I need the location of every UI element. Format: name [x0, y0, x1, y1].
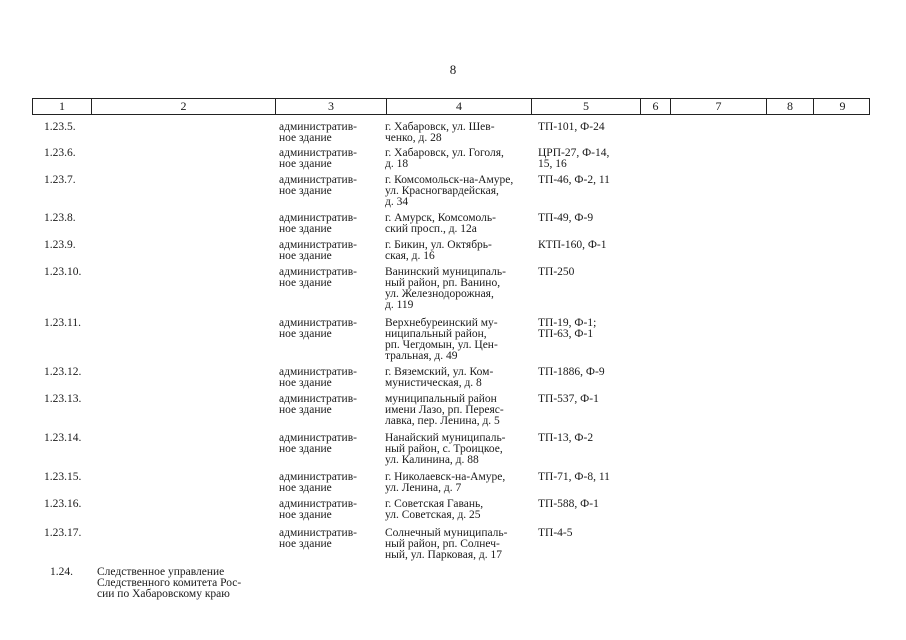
substation-line: ЦРП-27, Ф-14,	[538, 147, 610, 159]
building-type	[279, 472, 379, 494]
header-col-8: 8	[766, 99, 813, 114]
address-line: г. Советская Гавань,	[385, 498, 484, 510]
substation-line: ТП-537, Ф-1	[538, 393, 599, 405]
substation-line: ТП-49, Ф-9	[538, 212, 594, 224]
building-type-line: административ-	[279, 266, 357, 278]
substation	[538, 528, 638, 539]
address-line: Верхнебуреинский му-	[385, 317, 498, 329]
building-type	[279, 528, 379, 550]
substation-line: ТП-13, Ф-2	[538, 432, 594, 444]
building-type	[279, 367, 379, 389]
building-type-line: ное здание	[279, 250, 332, 262]
building-type	[279, 433, 379, 455]
address-line: Солнечный муниципаль-	[385, 527, 508, 539]
building-type-line: административ-	[279, 317, 357, 329]
address-line: ный район, рп. Солнеч-	[385, 538, 500, 550]
building-type-line: административ-	[279, 174, 357, 186]
building-type-line: административ-	[279, 471, 357, 483]
substation-line: ТП-1886, Ф-9	[538, 366, 605, 378]
address	[385, 267, 530, 311]
substation-line: ТП-250	[538, 266, 575, 278]
address	[385, 318, 530, 362]
table-header	[32, 98, 870, 115]
building-type	[279, 213, 379, 235]
substation-line: ТП-19, Ф-1;	[538, 317, 597, 329]
substation-line: ТП-71, Ф-8, 11	[538, 471, 610, 483]
address-line: ный район, рп. Ванино,	[385, 277, 501, 289]
address-line: Ванинский муниципаль-	[385, 266, 506, 278]
address-line: рп. Чегдомын, ул. Цен-	[385, 339, 498, 351]
address	[385, 122, 530, 144]
row-number: 1.23.7.	[44, 174, 76, 186]
header-col-6: 6	[640, 99, 670, 114]
address-line: мунистическая, д. 8	[385, 377, 482, 389]
address-line: г. Вяземский, ул. Ком-	[385, 366, 494, 378]
address-line: г. Комсомольск-на-Амуре,	[385, 174, 514, 186]
building-type	[279, 267, 379, 289]
row-number: 1.23.10.	[44, 266, 82, 278]
address-line: ул. Ленина, д. 7	[385, 482, 462, 494]
address	[385, 528, 530, 561]
building-type-line: административ-	[279, 498, 357, 510]
substation-line: ТП-4-5	[538, 527, 573, 539]
building-type	[279, 394, 379, 416]
organization-name-line: Следственное управление	[97, 566, 225, 578]
substation	[538, 175, 638, 186]
building-type-line: ное здание	[279, 158, 332, 170]
substation	[538, 394, 638, 405]
substation-line: КТП-160, Ф-1	[538, 239, 607, 251]
substation	[538, 148, 638, 170]
building-type-line: административ-	[279, 147, 357, 159]
organization-name-line: Следственного комитета Рос-	[97, 577, 242, 589]
address	[385, 240, 530, 262]
row-number: 1.23.17.	[44, 527, 82, 539]
address-line: ул. Железнодорожная,	[385, 288, 494, 300]
building-type-line: ное здание	[279, 185, 332, 197]
header-col-2: 2	[91, 99, 275, 114]
substation-line: ТП-46, Ф-2, 11	[538, 174, 610, 186]
substation	[538, 240, 638, 251]
substation-line: ТП-101, Ф-24	[538, 121, 605, 133]
address-line: имени Лазо, рп. Переяс-	[385, 404, 504, 416]
address-line: лавка, пер. Ленина, д. 5	[385, 415, 500, 427]
substation-line: ТП-588, Ф-1	[538, 498, 599, 510]
building-type-line: административ-	[279, 121, 357, 133]
address-line: тральная, д. 49	[385, 350, 458, 362]
address-line: ул. Советская, д. 25	[385, 509, 481, 521]
row-number: 1.23.12.	[44, 366, 82, 378]
building-type-line: ное здание	[279, 404, 332, 416]
address	[385, 175, 530, 208]
building-type	[279, 175, 379, 197]
address-line: ский просп., д. 12а	[385, 223, 477, 235]
address-line: г. Хабаровск, ул. Гоголя,	[385, 147, 504, 159]
building-type-line: административ-	[279, 239, 357, 251]
building-type	[279, 148, 379, 170]
substation	[538, 472, 638, 483]
section-number: 1.24.	[50, 566, 73, 578]
address	[385, 472, 530, 494]
building-type	[279, 122, 379, 144]
header-col-3: 3	[275, 99, 386, 114]
building-type-line: ное здание	[279, 132, 332, 144]
address-line: ченко, д. 28	[385, 132, 442, 144]
building-type-line: ное здание	[279, 443, 332, 455]
building-type-line: ное здание	[279, 328, 332, 340]
row-number: 1.23.13.	[44, 393, 82, 405]
row-number: 1.23.8.	[44, 212, 76, 224]
address-line: г. Николаевск-на-Амуре,	[385, 471, 506, 483]
header-col-5: 5	[531, 99, 640, 114]
header-col-9: 9	[813, 99, 871, 114]
building-type-line: административ-	[279, 366, 357, 378]
substation-line: 15, 16	[538, 158, 567, 170]
building-type-line: административ-	[279, 527, 357, 539]
address-line: ская, д. 16	[385, 250, 435, 262]
building-type-line: ное здание	[279, 538, 332, 550]
address-line: г. Хабаровск, ул. Шев-	[385, 121, 495, 133]
organization-name-line: сии по Хабаровскому краю	[97, 588, 230, 600]
substation	[538, 499, 638, 510]
row-number: 1.23.5.	[44, 121, 76, 133]
address-line: ный район, с. Троицкое,	[385, 443, 503, 455]
row-number: 1.23.11.	[44, 317, 81, 329]
address	[385, 499, 530, 521]
substation-line: ТП-63, Ф-1	[538, 328, 594, 340]
substation	[538, 433, 638, 444]
building-type	[279, 240, 379, 262]
row-number: 1.23.9.	[44, 239, 76, 251]
address-line: г. Бикин, ул. Октябрь-	[385, 239, 492, 251]
address	[385, 367, 530, 389]
substation	[538, 267, 638, 278]
address-line: муниципальный район	[385, 393, 497, 405]
address-line: ул. Красногвардейская,	[385, 185, 499, 197]
substation	[538, 122, 638, 133]
address-line: д. 34	[385, 196, 409, 208]
building-type-line: административ-	[279, 432, 357, 444]
address	[385, 433, 530, 466]
address-line: Нанайский муниципаль-	[385, 432, 506, 444]
address	[385, 394, 530, 427]
building-type-line: ное здание	[279, 277, 332, 289]
building-type-line: административ-	[279, 393, 357, 405]
building-type-line: ное здание	[279, 482, 332, 494]
organization-name	[97, 567, 272, 600]
address-line: ул. Калинина, д. 88	[385, 454, 479, 466]
header-col-4: 4	[386, 99, 531, 114]
row-number: 1.23.16.	[44, 498, 82, 510]
address	[385, 213, 530, 235]
address-line: г. Амурск, Комсомоль-	[385, 212, 496, 224]
row-number: 1.23.14.	[44, 432, 82, 444]
address-line: ниципальный район,	[385, 328, 487, 340]
substation	[538, 213, 638, 224]
substation	[538, 367, 638, 378]
header-col-1: 1	[59, 99, 65, 113]
substation	[538, 318, 638, 340]
row-number: 1.23.6.	[44, 147, 76, 159]
building-type-line: ное здание	[279, 509, 332, 521]
building-type	[279, 318, 379, 340]
page-number: 8	[449, 62, 457, 77]
building-type-line: ное здание	[279, 377, 332, 389]
address	[385, 148, 530, 170]
building-type-line: административ-	[279, 212, 357, 224]
address-line: ный, ул. Парковая, д. 17	[385, 549, 502, 561]
row-number: 1.23.15.	[44, 471, 82, 483]
building-type	[279, 499, 379, 521]
address-line: д. 119	[385, 299, 414, 311]
address-line: д. 18	[385, 158, 409, 170]
building-type-line: ное здание	[279, 223, 332, 235]
header-col-7: 7	[670, 99, 766, 114]
